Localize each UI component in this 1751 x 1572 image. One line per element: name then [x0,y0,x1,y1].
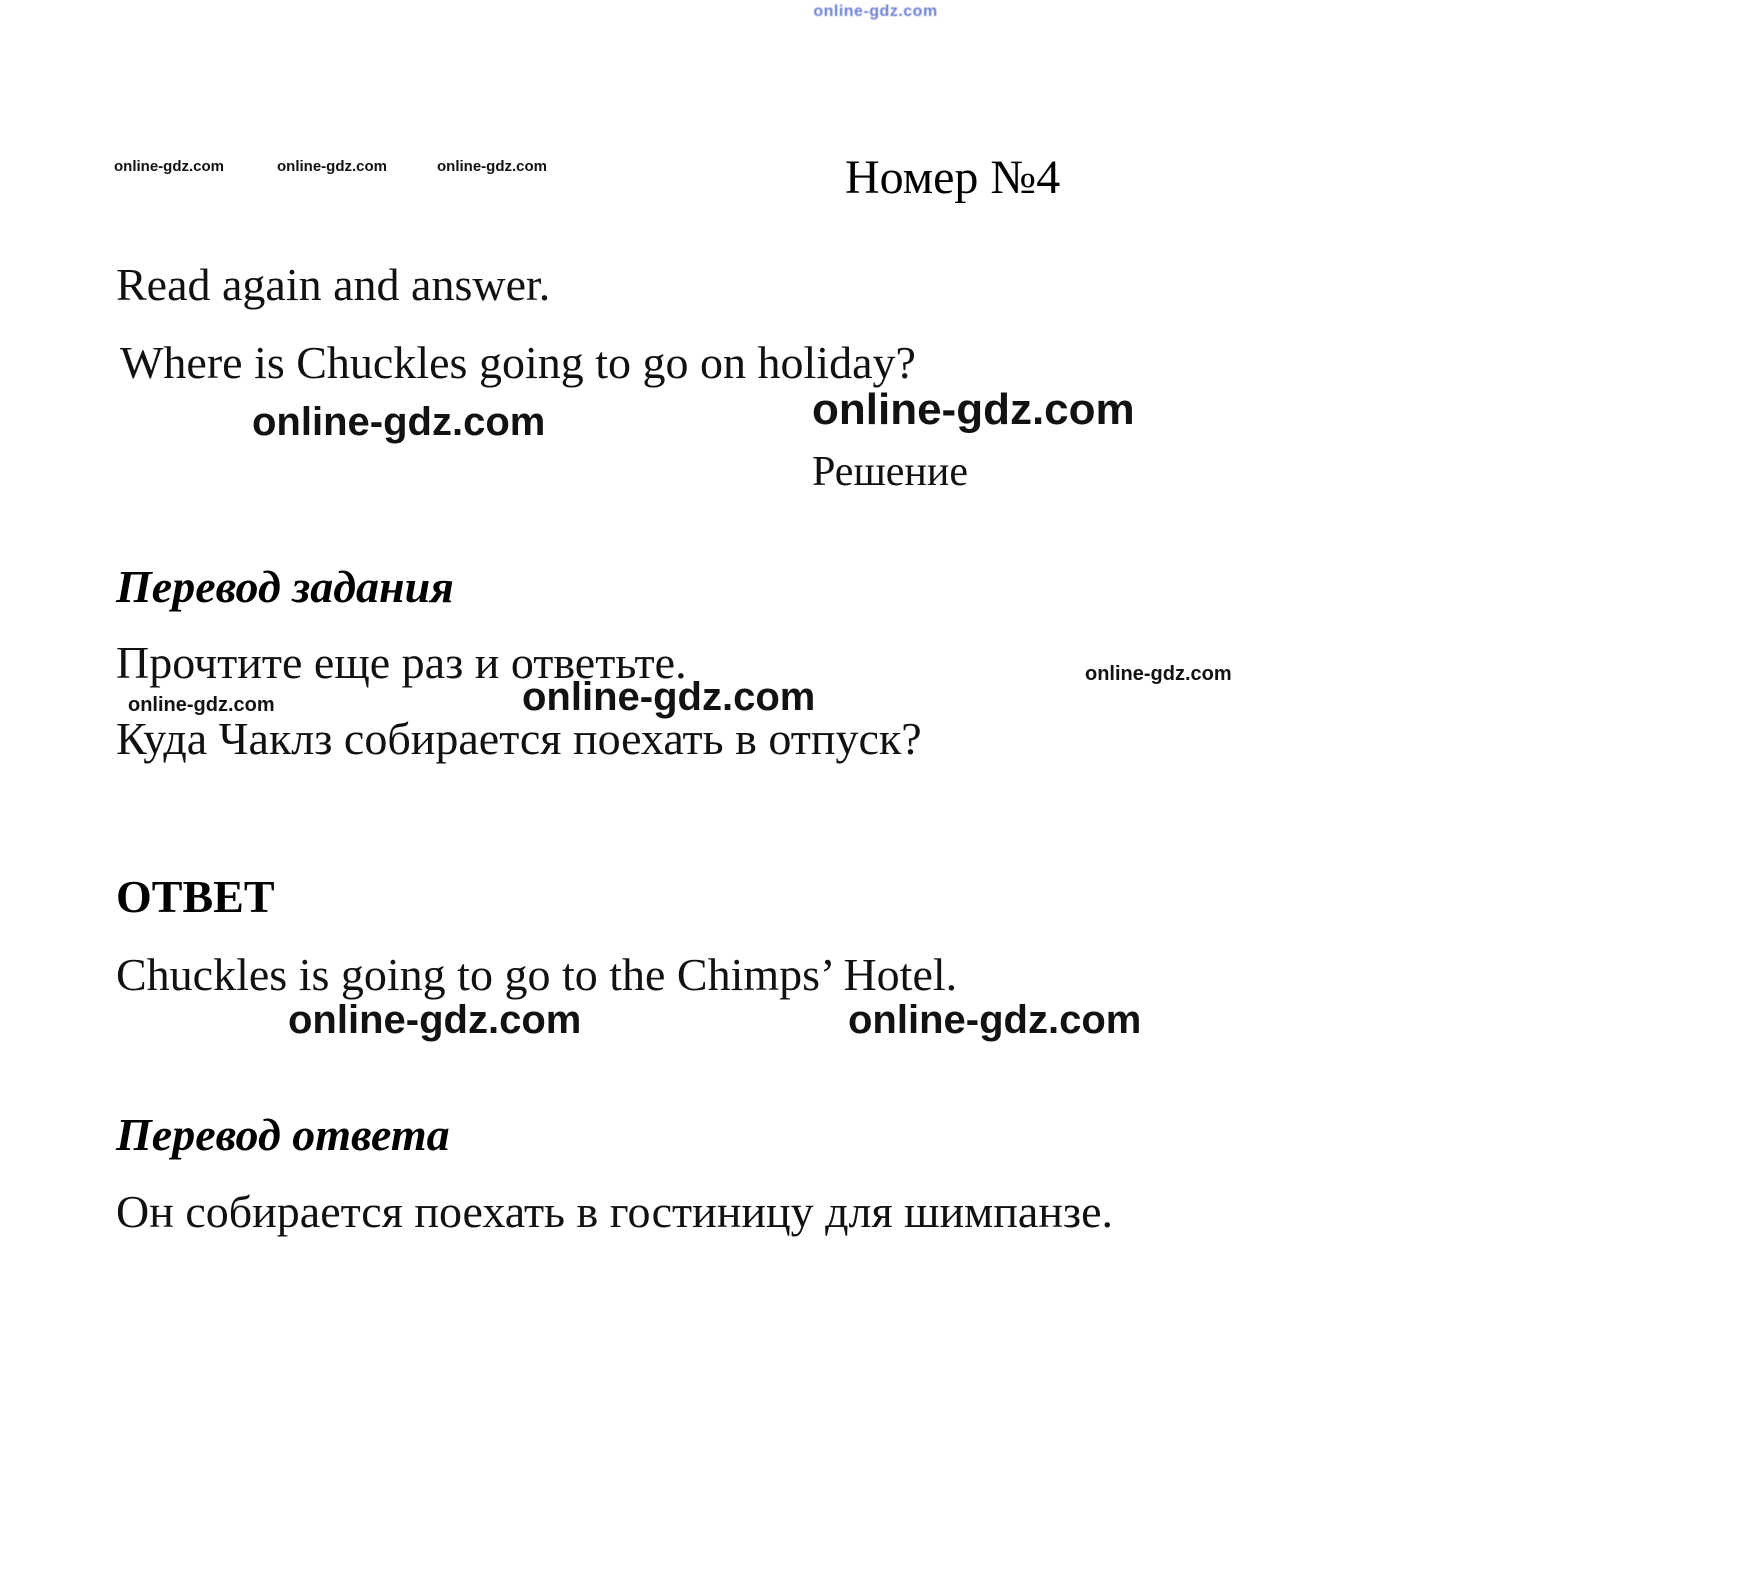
page-title: Номер №4 [845,151,1061,204]
watermark-online-gdz: online-gdz.com [277,158,387,175]
task-text-line-2: Where is Chuckles going to go on holiday? [120,337,916,388]
watermark-online-gdz: online-gdz.com [522,675,816,719]
watermark-online-gdz: online-gdz.com [437,158,547,175]
watermark-online-gdz: online-gdz.com [252,400,546,444]
watermark-online-gdz: online-gdz.com [1085,663,1232,685]
watermark-online-gdz: online-gdz.com [813,3,938,20]
answer-translation-text: Он собирается поехать в гостиницу для шимпанзе. [116,1186,1114,1237]
answer-text: Chuckles is going to go to the Chimps’ Hotel. [116,949,958,1000]
watermark-online-gdz: online-gdz.com [812,385,1135,434]
solution-label: Решение [812,449,969,495]
translation-text-line-1: Прочтите еще раз и ответьте. [116,637,687,688]
translation-heading: Перевод задания [116,561,454,612]
watermark-online-gdz: online-gdz.com [848,998,1142,1042]
task-text-line-1: Read again and answer. [116,259,551,310]
translation-text-line-2: Куда Чаклз собирается поехать в отпуск? [116,713,922,764]
answer-translation-heading: Перевод ответа [116,1109,450,1160]
watermark-online-gdz: online-gdz.com [128,694,275,716]
watermark-online-gdz: online-gdz.com [288,998,582,1042]
answer-heading: ОТВЕТ [116,871,275,922]
watermark-online-gdz: online-gdz.com [114,158,224,175]
